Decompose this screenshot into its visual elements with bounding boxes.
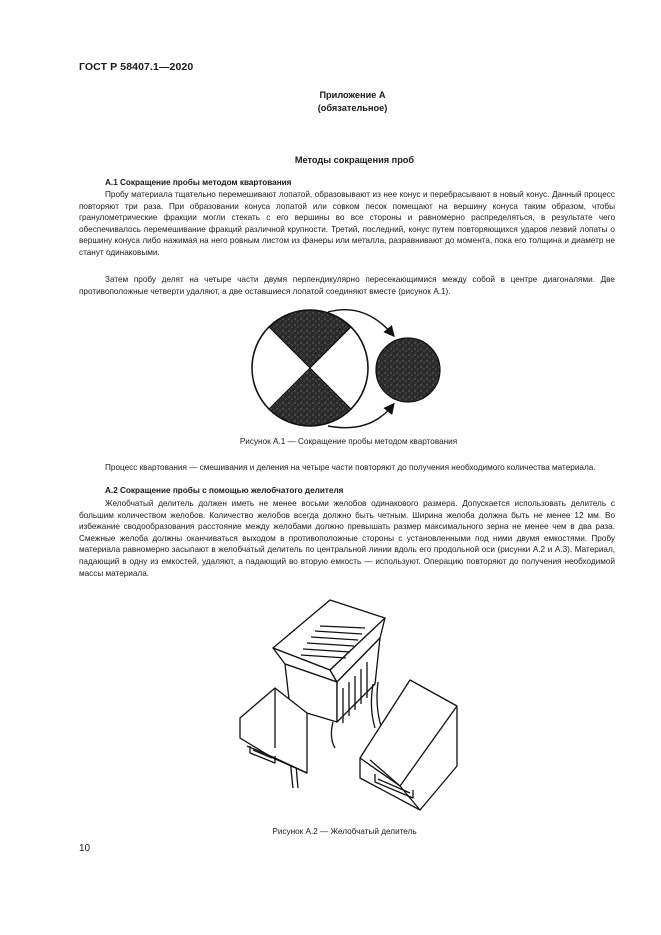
section-a1-paragraph-3 [79, 462, 615, 474]
appendix-title: Приложение А [319, 90, 386, 100]
section-a1-heading: А.1 Сокращение пробы методом квартования [105, 178, 292, 187]
top-quarter [252, 310, 368, 368]
section-a2-heading: А.2 Сокращение пробы с помощью желобчатого делителя [105, 486, 344, 495]
main-title: Методы сокращения проб [294, 155, 415, 165]
reduced-sample [376, 338, 440, 402]
paragraph-text: Процесс квартования — смешивания и деления на четыре части повторяют до получения необходимого количества материала. [105, 463, 596, 472]
appendix-status: (обязательное) [317, 103, 388, 113]
section-a2-paragraph-1 [79, 498, 615, 579]
figure-a2-riffle-splitter-drawing [235, 598, 460, 820]
figure-a2-caption: Рисунок А.2 — Желобчатый делитель [272, 827, 417, 836]
section-a1-paragraph-1 [79, 189, 615, 259]
bottom-quarter [252, 368, 368, 426]
section-a1-paragraph-2 [79, 274, 615, 297]
figure-a1-caption: Рисунок А.1 — Сокращение пробы методом квартования [239, 437, 458, 446]
paragraph-text: Пробу материала тщательно перемешивают лопатой, образовывают из нее конус и перебрасывают в новый конус. Данный процесс повторяют три раза. При образовании конуса лопатой или совком песок помещают на вершину конуса таким образом, чтобы гранулометрические фракции могли стекать с его вершины во все стороны и равномерно распределяться, в результате чего обеспечивалось перемешивание фракций различной крупности. Третий, последний, конус путем повторяющихся ударов лезвий лопаты о вершину конуса либо нажимая на него ровным листом из фанеры или металла, разравнивают до момента, пока его толщина и диаметр не станут одинаковыми. [79, 190, 615, 257]
page-number: 10 [79, 843, 91, 854]
right-collection-pan [360, 680, 457, 810]
figure-a1-quartering-diagram [240, 300, 455, 436]
document-header: ГОСТ Р 58407.1—2020 [79, 61, 194, 73]
paragraph-text: Затем пробу делят на четыре части двумя перпендикулярно пересекающимися между собой в центре диагоналями. Две противоположные четверти удаляют, а две оставшиеся лопатой соединяют вместе (рисунок А.1). [79, 275, 615, 296]
paragraph-text: Желобчатый делитель должен иметь не менее восьми желобов одинакового размера. Допускается использовать делитель с большим количеством желобов. Количество желобов всегда должно быть четным. Ширина желоба должна быть не менее 12 мм. Во избежание сводообразования расстояние между желобами должно превышать размер максимального зерна не менее чем в два раза. Смежные желоба должны оканчиваться выходом в противоположные стороны с установленными под ними двумя емкостями. Пробу материала равномерно засыпают в желобчатый делитель по центральной линии вдоль его продольной оси (рисунки А.2 и А.3). Материал, падающий в одну из емкостей, удаляют, а падающий во вторую емкость — используют. Операцию повторяют до получения необходимой массы материала. [79, 499, 615, 578]
